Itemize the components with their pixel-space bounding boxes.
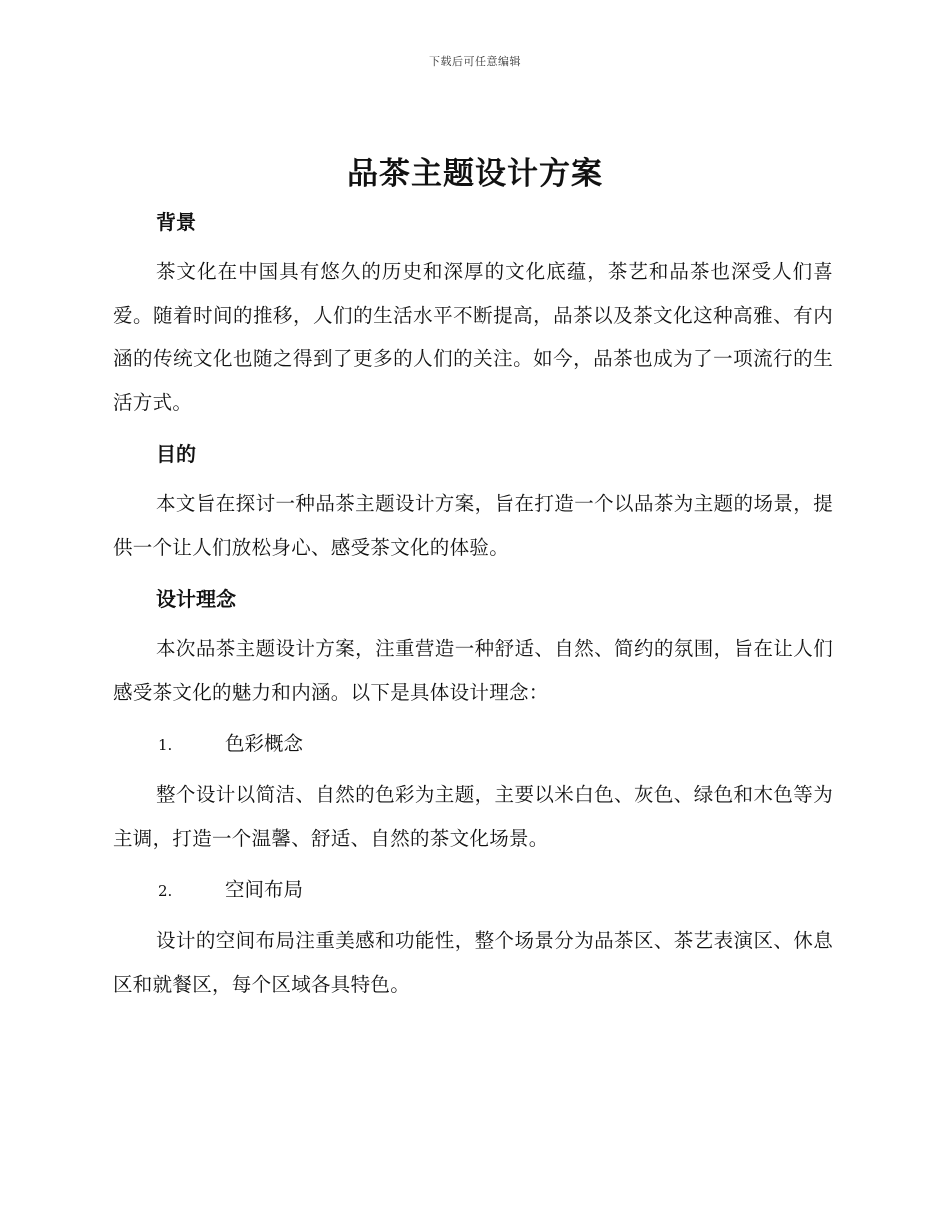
section-paragraph-design-concept: 本次品茶主题设计方案，注重营造一种舒适、自然、简约的氛围，旨在让人们感受茶文化的魅力和内涵。以下是具体设计理念： xyxy=(113,637,833,704)
list-item-heading-space xyxy=(113,868,833,913)
list-item-paragraph-space: 设计的空间布局注重美感和功能性，整个场景分为品茶区、茶艺表演区、休息区和就餐区，每个区域各具特色。 xyxy=(113,929,833,996)
document-body xyxy=(113,200,833,1014)
header-note: 下载后可任意编辑 xyxy=(429,55,521,68)
section-heading-background: 背景 xyxy=(156,210,196,234)
list-item-label: 色彩概念 xyxy=(225,732,304,755)
document-title: 品茶主题设计方案 xyxy=(347,156,603,192)
section-heading-purpose: 目的 xyxy=(156,442,196,466)
list-item-heading-color xyxy=(113,722,833,767)
list-item-label: 空间布局 xyxy=(225,878,304,901)
list-number: 1. xyxy=(158,736,173,754)
section-heading-design-concept: 设计理念 xyxy=(156,587,236,611)
section-paragraph-purpose: 本文旨在探讨一种品茶主题设计方案，旨在打造一个以品茶为主题的场景，提供一个让人们放松身心、感受茶文化的体验。 xyxy=(113,492,833,559)
list-item-paragraph-color: 整个设计以简洁、自然的色彩为主题，主要以米白色、灰色、绿色和木色等为主调，打造一个温馨、舒适、自然的茶文化场景。 xyxy=(113,783,833,850)
section-paragraph-background: 茶文化在中国具有悠久的历史和深厚的文化底蕴，茶艺和品茶也深受人们喜爱。随着时间的推移，人们的生活水平不断提高，品茶以及茶文化这种高雅、有内涵的传统文化也随之得到了更多的人们的关注。如今，品茶也成为了一项流行的生活方式。 xyxy=(113,260,833,414)
list-number: 2. xyxy=(158,882,173,900)
